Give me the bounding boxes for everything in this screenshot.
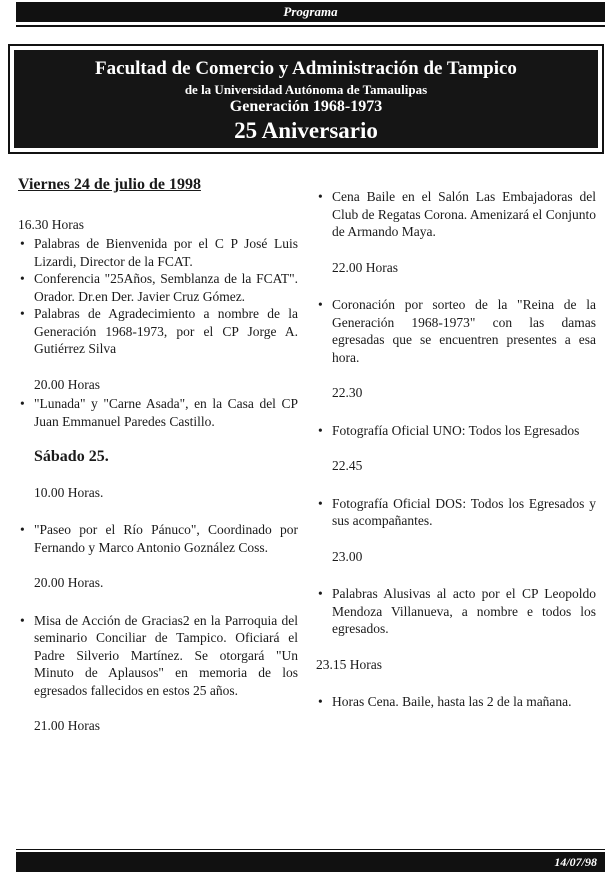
- banner-faculty: Facultad de Comercio y Administración de Tampico: [95, 58, 517, 79]
- event-item: • Misa de Acción de Gracias2 en la Parroquia del seminario Conciliar de Tampico. Oficiará el Padre Silverio Martínez. Se otorgará "Un Minuto de Aplausos" en memoria de los egresados fallecidos en estos 25 años.: [18, 612, 298, 700]
- footer-rule: [16, 849, 605, 850]
- event-item: • Coronación por sorteo de la "Reina de la Generación 1968-1973" con las damas egresadas que se encuentren presentes a esa hora.: [316, 296, 596, 366]
- event-item: • Palabras de Agradecimiento a nombre de la Generación 1968-1973, por el CP Jorge A. Gutiérrez Silva: [18, 305, 298, 358]
- event-time: 23.00: [332, 548, 363, 564]
- event-time: 20.00 Horas.: [34, 575, 104, 590]
- event-item: • Conferencia "25Años, Semblanza de la FCAT". Orador. Dr.en Der. Javier Cruz Gómez.: [18, 270, 298, 305]
- friday-heading: Viernes 24 de julio de 1998: [18, 176, 201, 193]
- event-item: • "Lunada" y "Carne Asada", en la Casa del CP Juan Emmanuel Paredes Castillo.: [18, 395, 298, 430]
- title-banner: [8, 44, 604, 154]
- event-list: [18, 235, 298, 358]
- header-bar: [16, 2, 605, 22]
- footer-bar: [16, 852, 605, 872]
- title-banner-inner: [14, 50, 598, 148]
- saturday-heading: Sábado 25.: [34, 448, 109, 465]
- event-time: 20.00 Horas: [34, 376, 100, 392]
- left-column: [18, 176, 298, 737]
- event-list: [316, 495, 596, 530]
- event-time: 22.00 Horas: [332, 259, 398, 275]
- header-rule: [16, 25, 605, 27]
- event-time: 22.30: [332, 385, 363, 400]
- event-time: 23.15 Horas: [316, 656, 382, 672]
- banner-anniversary: 25 Aniversario: [234, 118, 378, 143]
- event-list: [18, 612, 298, 700]
- event-item: • Horas Cena. Baile, hasta las 2 de la mañana.: [316, 693, 596, 711]
- event-list: [316, 422, 596, 440]
- header-label: Programa: [283, 4, 338, 19]
- event-list: [316, 296, 596, 366]
- event-item: • Cena Baile en el Salón Las Embajadoras del Club de Regatas Corona. Amenizará el Conjunto de Armando Maya.: [316, 188, 596, 241]
- footer-date: 14/07/98: [554, 855, 597, 869]
- event-time: 16.30 Horas: [18, 216, 84, 232]
- event-list: [18, 521, 298, 556]
- event-time: 10.00 Horas.: [34, 484, 104, 500]
- event-item: • "Paseo por el Río Pánuco", Coordinado por Fernando y Marco Antonio Goznález Coss.: [18, 521, 298, 556]
- event-item: • Palabras Alusivas al acto por el CP Leopoldo Mendoza Villanueva, a nombre e todos los egresados.: [316, 585, 596, 638]
- event-list: [316, 585, 596, 638]
- banner-university: de la Universidad Autónoma de Tamaulipas: [184, 82, 428, 97]
- event-time: 21.00 Horas: [34, 718, 100, 733]
- event-item: • Palabras de Bienvenida por el C P José Luis Lizardi, Director de la FCAT.: [18, 235, 298, 270]
- event-list: [316, 188, 596, 241]
- event-item: • Fotografía Oficial DOS: Todos los Egresados y sus acompañantes.: [316, 495, 596, 530]
- event-item: • Fotografía Oficial UNO: Todos los Egresados: [316, 422, 596, 440]
- event-time: 22.45: [332, 458, 363, 473]
- right-column: [316, 188, 596, 711]
- event-list: [316, 693, 596, 711]
- banner-generation: Generación 1968-1973: [229, 98, 383, 115]
- event-list: [18, 395, 298, 430]
